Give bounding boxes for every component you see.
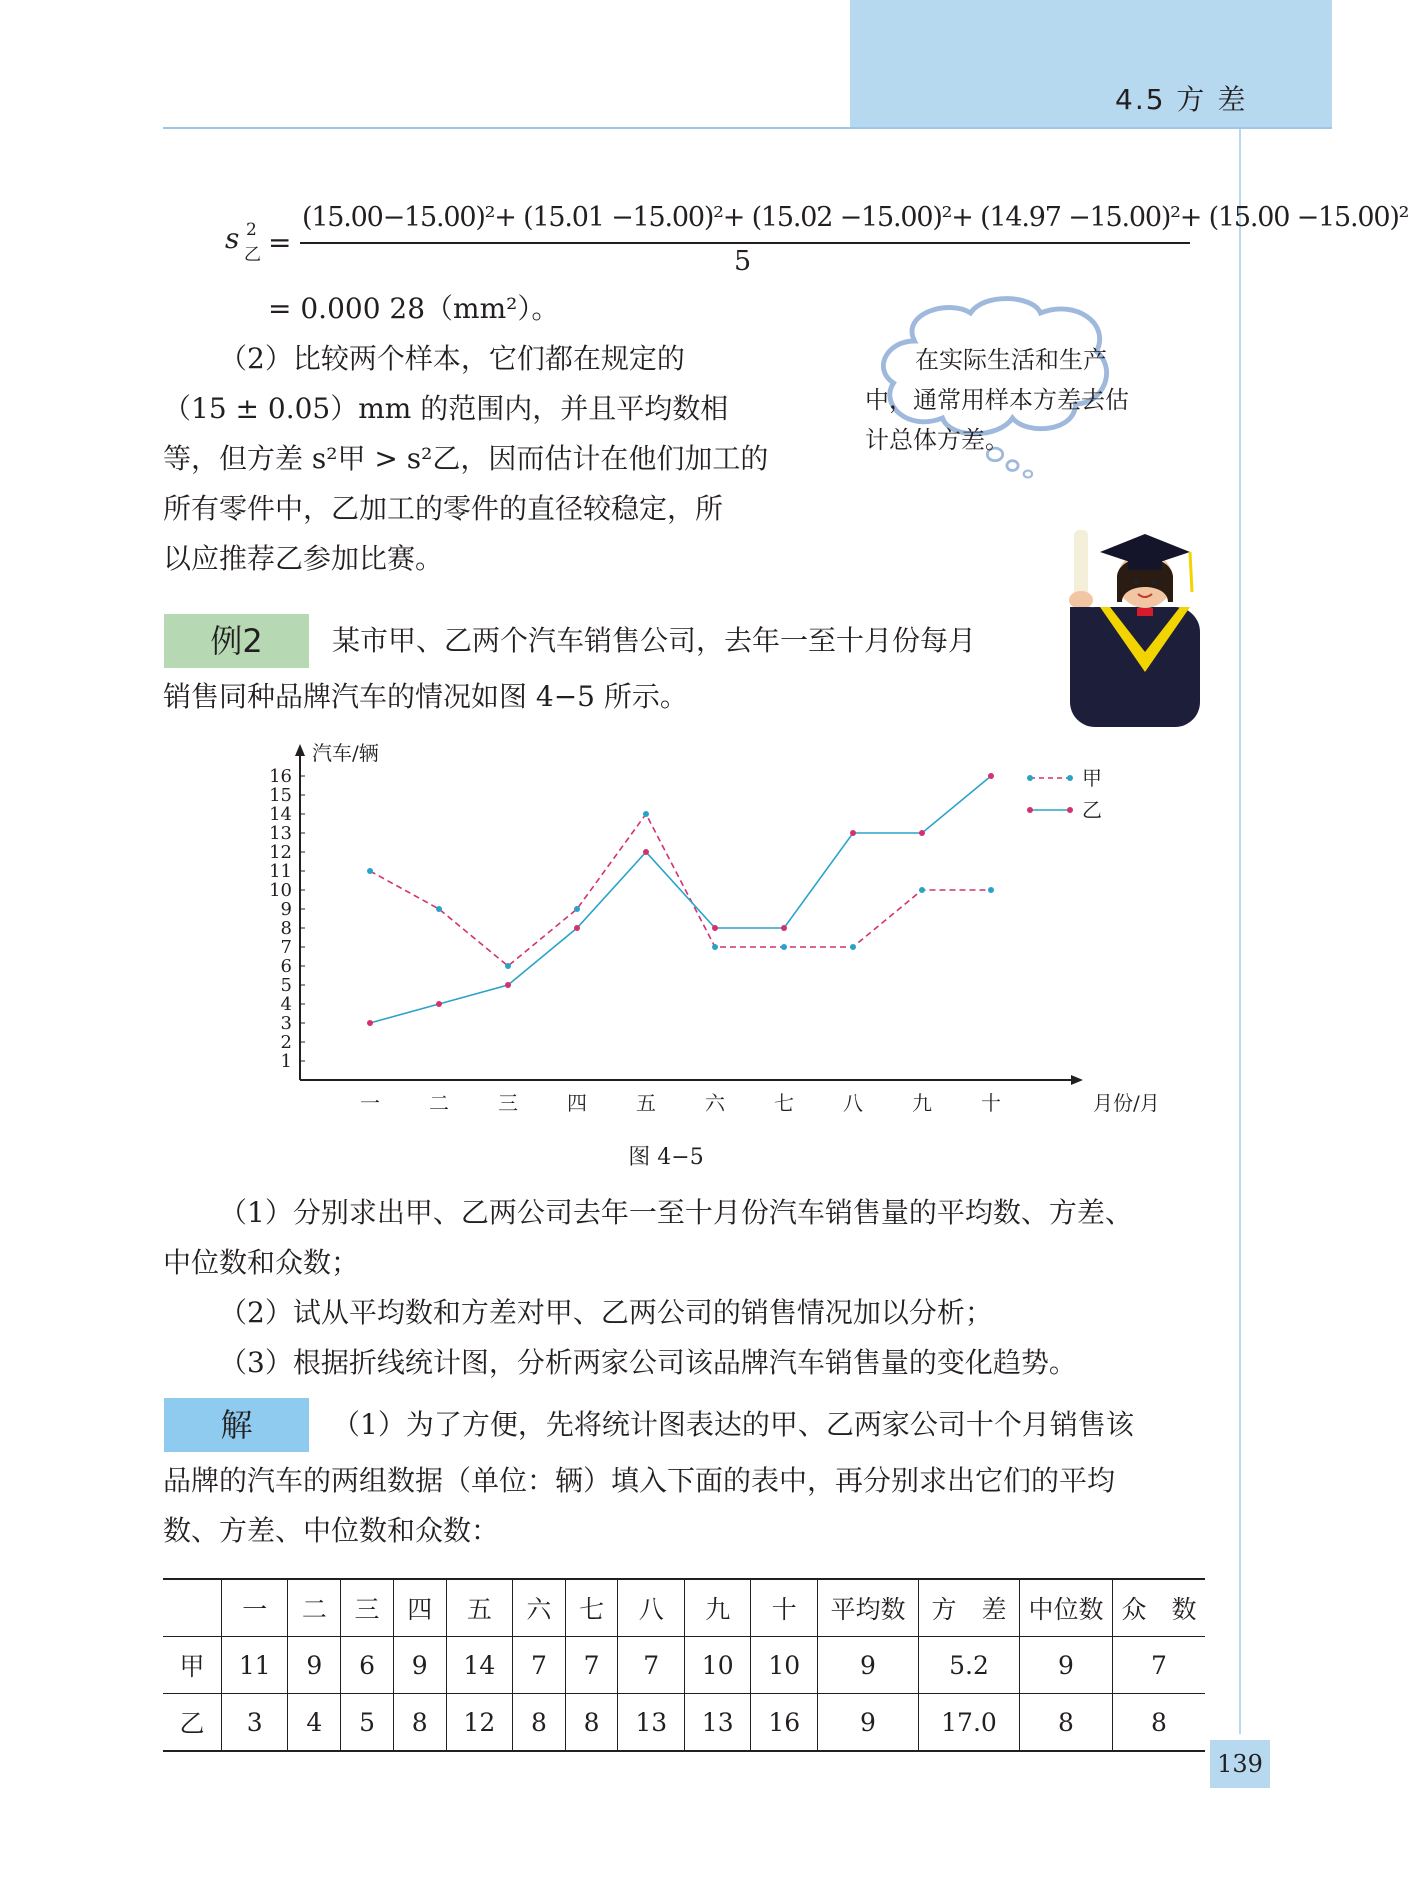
table-cell: 8 bbox=[1020, 1694, 1113, 1752]
para-line: 所有零件中，乙加工的零件的直径较稳定，所 bbox=[163, 492, 724, 525]
table-cell: 一 bbox=[222, 1579, 288, 1637]
y-tick-label: 14 bbox=[269, 804, 292, 825]
para-line: （2）比较两个样本，它们都在规定的 bbox=[219, 342, 685, 375]
table-cell: 7 bbox=[1113, 1637, 1206, 1694]
chart-series bbox=[367, 773, 994, 1026]
table-cell: 7 bbox=[565, 1637, 618, 1694]
data-point-乙 bbox=[574, 925, 580, 931]
data-point-乙 bbox=[850, 830, 856, 836]
table-cell: 14 bbox=[446, 1637, 512, 1694]
formula-numerator: (15.00−15.00)²+ (15.01 −15.00)²+ (15.02 −15.00)²+ (14.97 −15.00)²+ (15.00 −15.00)² bbox=[302, 202, 1408, 233]
legend-dot bbox=[1067, 775, 1073, 781]
legend-dot bbox=[1027, 807, 1033, 813]
data-point-乙 bbox=[781, 925, 787, 931]
solution-line-3: 数、方差、中位数和众数： bbox=[163, 1514, 500, 1547]
header-rule bbox=[163, 127, 1332, 129]
y-tick-label: 4 bbox=[280, 994, 292, 1015]
y-axis-label: 汽车/辆 bbox=[312, 741, 379, 765]
table-cell: 平均数 bbox=[818, 1579, 919, 1637]
table-cell: 九 bbox=[684, 1579, 750, 1637]
x-tick-label: 七 bbox=[774, 1091, 794, 1115]
section-title: 4.5 方 差 bbox=[1115, 83, 1248, 116]
table-cell: 乙 bbox=[163, 1694, 222, 1752]
y-tick-label: 11 bbox=[269, 861, 292, 882]
table-cell: 方 差 bbox=[919, 1579, 1020, 1637]
y-tick-label: 9 bbox=[280, 899, 292, 920]
example-line-1: 某市甲、乙两个汽车销售公司，去年一至十月份每月 bbox=[332, 624, 977, 657]
question-line: （3）根据折线统计图，分析两家公司该品牌汽车销售量的变化趋势。 bbox=[219, 1346, 1077, 1379]
table-cell: 十 bbox=[751, 1579, 818, 1637]
table-cell: 3 bbox=[222, 1694, 288, 1752]
table-cell: 六 bbox=[513, 1579, 566, 1637]
legend-label-乙: 乙 bbox=[1082, 798, 1102, 822]
data-point-乙 bbox=[712, 925, 718, 931]
table-row bbox=[163, 1637, 1205, 1694]
sales-line-chart bbox=[260, 740, 1160, 1140]
formula-lhs-sup: 2 bbox=[246, 220, 257, 240]
legend-dot bbox=[1067, 807, 1073, 813]
table-cell: 众 数 bbox=[1113, 1579, 1206, 1637]
y-tick-label: 3 bbox=[280, 1013, 292, 1034]
y-tick-label: 15 bbox=[269, 785, 292, 806]
paragraph-compare bbox=[163, 334, 768, 584]
data-point-甲 bbox=[712, 944, 718, 950]
para-line: （15 ± 0.05）mm 的范围内，并且平均数相 bbox=[163, 392, 729, 425]
questions bbox=[163, 1188, 1133, 1388]
table-cell: 13 bbox=[618, 1694, 684, 1752]
data-point-甲 bbox=[643, 811, 649, 817]
table-cell: 八 bbox=[618, 1579, 684, 1637]
table-cell: 10 bbox=[684, 1637, 750, 1694]
table-cell: 9 bbox=[288, 1637, 341, 1694]
data-point-甲 bbox=[367, 868, 373, 874]
x-tick-label: 一 bbox=[360, 1091, 380, 1115]
y-tick-label: 7 bbox=[280, 937, 292, 958]
y-axis-arrow bbox=[295, 744, 305, 756]
graduate-child-illustration bbox=[1040, 512, 1220, 727]
y-tick-label: 6 bbox=[280, 956, 292, 977]
x-tick-label: 九 bbox=[912, 1091, 932, 1115]
table-cell: 11 bbox=[222, 1637, 288, 1694]
table-cell: 9 bbox=[1020, 1637, 1113, 1694]
table-cell: 9 bbox=[393, 1637, 446, 1694]
question-line: （2）试从平均数和方差对甲、乙两公司的销售情况加以分析； bbox=[219, 1296, 993, 1329]
table-cell: 三 bbox=[341, 1579, 394, 1637]
data-point-甲 bbox=[781, 944, 787, 950]
x-tick-label: 三 bbox=[498, 1091, 518, 1115]
data-point-甲 bbox=[919, 887, 925, 893]
table-header-row bbox=[163, 1579, 1205, 1637]
formula-lhs-sub: 乙 bbox=[244, 245, 261, 265]
chart-legend bbox=[1027, 766, 1102, 822]
data-point-乙 bbox=[643, 849, 649, 855]
formula-s: s bbox=[225, 222, 240, 255]
x-tick-label: 五 bbox=[636, 1091, 656, 1115]
data-point-乙 bbox=[505, 982, 511, 988]
y-tick-label: 8 bbox=[280, 918, 292, 939]
table-cell: 中位数 bbox=[1020, 1579, 1113, 1637]
table-cell: 8 bbox=[565, 1694, 618, 1752]
data-table bbox=[163, 1578, 1205, 1752]
table-cell: 8 bbox=[513, 1694, 566, 1752]
data-point-甲 bbox=[574, 906, 580, 912]
y-tick-label: 12 bbox=[269, 842, 292, 863]
example-line-2: 销售同种品牌汽车的情况如图 4−5 所示。 bbox=[163, 680, 688, 713]
para-line: 等，但方差 s²甲 > s²乙，因而估计在他们加工的 bbox=[163, 442, 769, 475]
table-cell: 9 bbox=[818, 1694, 919, 1752]
para-line: 以应推荐乙参加比赛。 bbox=[163, 542, 444, 575]
table-cell: 5.2 bbox=[919, 1637, 1020, 1694]
solution-line-2: 品牌的汽车的两组数据（单位：辆）填入下面的表中，再分别求出它们的平均 bbox=[163, 1464, 1116, 1497]
series-line-乙 bbox=[370, 776, 991, 1023]
table-cell: 7 bbox=[618, 1637, 684, 1694]
x-tick-label: 六 bbox=[705, 1091, 725, 1115]
y-tick-label: 1 bbox=[280, 1051, 292, 1072]
table-cell: 12 bbox=[446, 1694, 512, 1752]
data-point-乙 bbox=[436, 1001, 442, 1007]
data-point-乙 bbox=[988, 773, 994, 779]
data-point-乙 bbox=[367, 1020, 373, 1026]
table-cell bbox=[163, 1579, 222, 1637]
formula-equals: = bbox=[268, 226, 292, 259]
data-point-乙 bbox=[919, 830, 925, 836]
table-cell: 6 bbox=[341, 1637, 394, 1694]
fraction-bar bbox=[300, 242, 1190, 244]
example-tag: 例2 bbox=[164, 614, 309, 668]
y-tick-label: 16 bbox=[269, 766, 292, 787]
formula-result: = 0.000 28（mm²）。 bbox=[268, 292, 560, 325]
table-cell: 二 bbox=[288, 1579, 341, 1637]
table-cell: 16 bbox=[751, 1694, 818, 1752]
solution-tag: 解 bbox=[164, 1398, 309, 1452]
table-cell: 8 bbox=[1113, 1694, 1206, 1752]
legend-dot bbox=[1027, 775, 1033, 781]
side-rule bbox=[1239, 129, 1241, 1734]
table-cell: 10 bbox=[751, 1637, 818, 1694]
chart-ticks bbox=[269, 766, 1001, 1115]
x-tick-label: 十 bbox=[981, 1091, 1001, 1115]
question-line: 中位数和众数； bbox=[163, 1246, 360, 1279]
x-axis-label: 月份/月 bbox=[1093, 1091, 1160, 1115]
page-number: 139 bbox=[1210, 1740, 1270, 1788]
table-cell: 七 bbox=[565, 1579, 618, 1637]
table-row bbox=[163, 1694, 1205, 1752]
x-tick-label: 二 bbox=[429, 1091, 449, 1115]
formula-lhs bbox=[225, 222, 239, 255]
data-point-甲 bbox=[436, 906, 442, 912]
y-tick-label: 2 bbox=[280, 1032, 292, 1053]
table-cell: 9 bbox=[818, 1637, 919, 1694]
solution-line-1: （1）为了方便，先将统计图表达的甲、乙两家公司十个月销售该 bbox=[332, 1408, 1134, 1441]
data-point-甲 bbox=[505, 963, 511, 969]
data-point-甲 bbox=[988, 887, 994, 893]
table-cell: 8 bbox=[393, 1694, 446, 1752]
formula-denominator: 5 bbox=[734, 246, 752, 277]
table-cell: 17.0 bbox=[919, 1694, 1020, 1752]
table-cell: 5 bbox=[341, 1694, 394, 1752]
table-cell: 4 bbox=[288, 1694, 341, 1752]
table-cell: 13 bbox=[684, 1694, 750, 1752]
figure-caption: 图 4−5 bbox=[628, 1145, 704, 1170]
x-tick-label: 四 bbox=[567, 1091, 587, 1115]
x-tick-label: 八 bbox=[843, 1091, 863, 1115]
y-tick-label: 10 bbox=[269, 880, 292, 901]
question-line: （1）分别求出甲、乙两公司去年一至十月份汽车销售量的平均数、方差、 bbox=[219, 1196, 1133, 1229]
table-cell: 四 bbox=[393, 1579, 446, 1637]
legend-label-甲: 甲 bbox=[1082, 766, 1102, 790]
x-axis-arrow bbox=[1071, 1075, 1083, 1085]
table-cell: 五 bbox=[446, 1579, 512, 1637]
y-tick-label: 13 bbox=[269, 823, 292, 844]
table-cell: 甲 bbox=[163, 1637, 222, 1694]
header-band bbox=[850, 0, 1332, 128]
cloud-text: 在实际生活和生产中，通常用样本方差去估计总体方差。 bbox=[865, 346, 1129, 454]
table-cell: 7 bbox=[513, 1637, 566, 1694]
data-point-甲 bbox=[850, 944, 856, 950]
y-tick-label: 5 bbox=[280, 975, 292, 996]
